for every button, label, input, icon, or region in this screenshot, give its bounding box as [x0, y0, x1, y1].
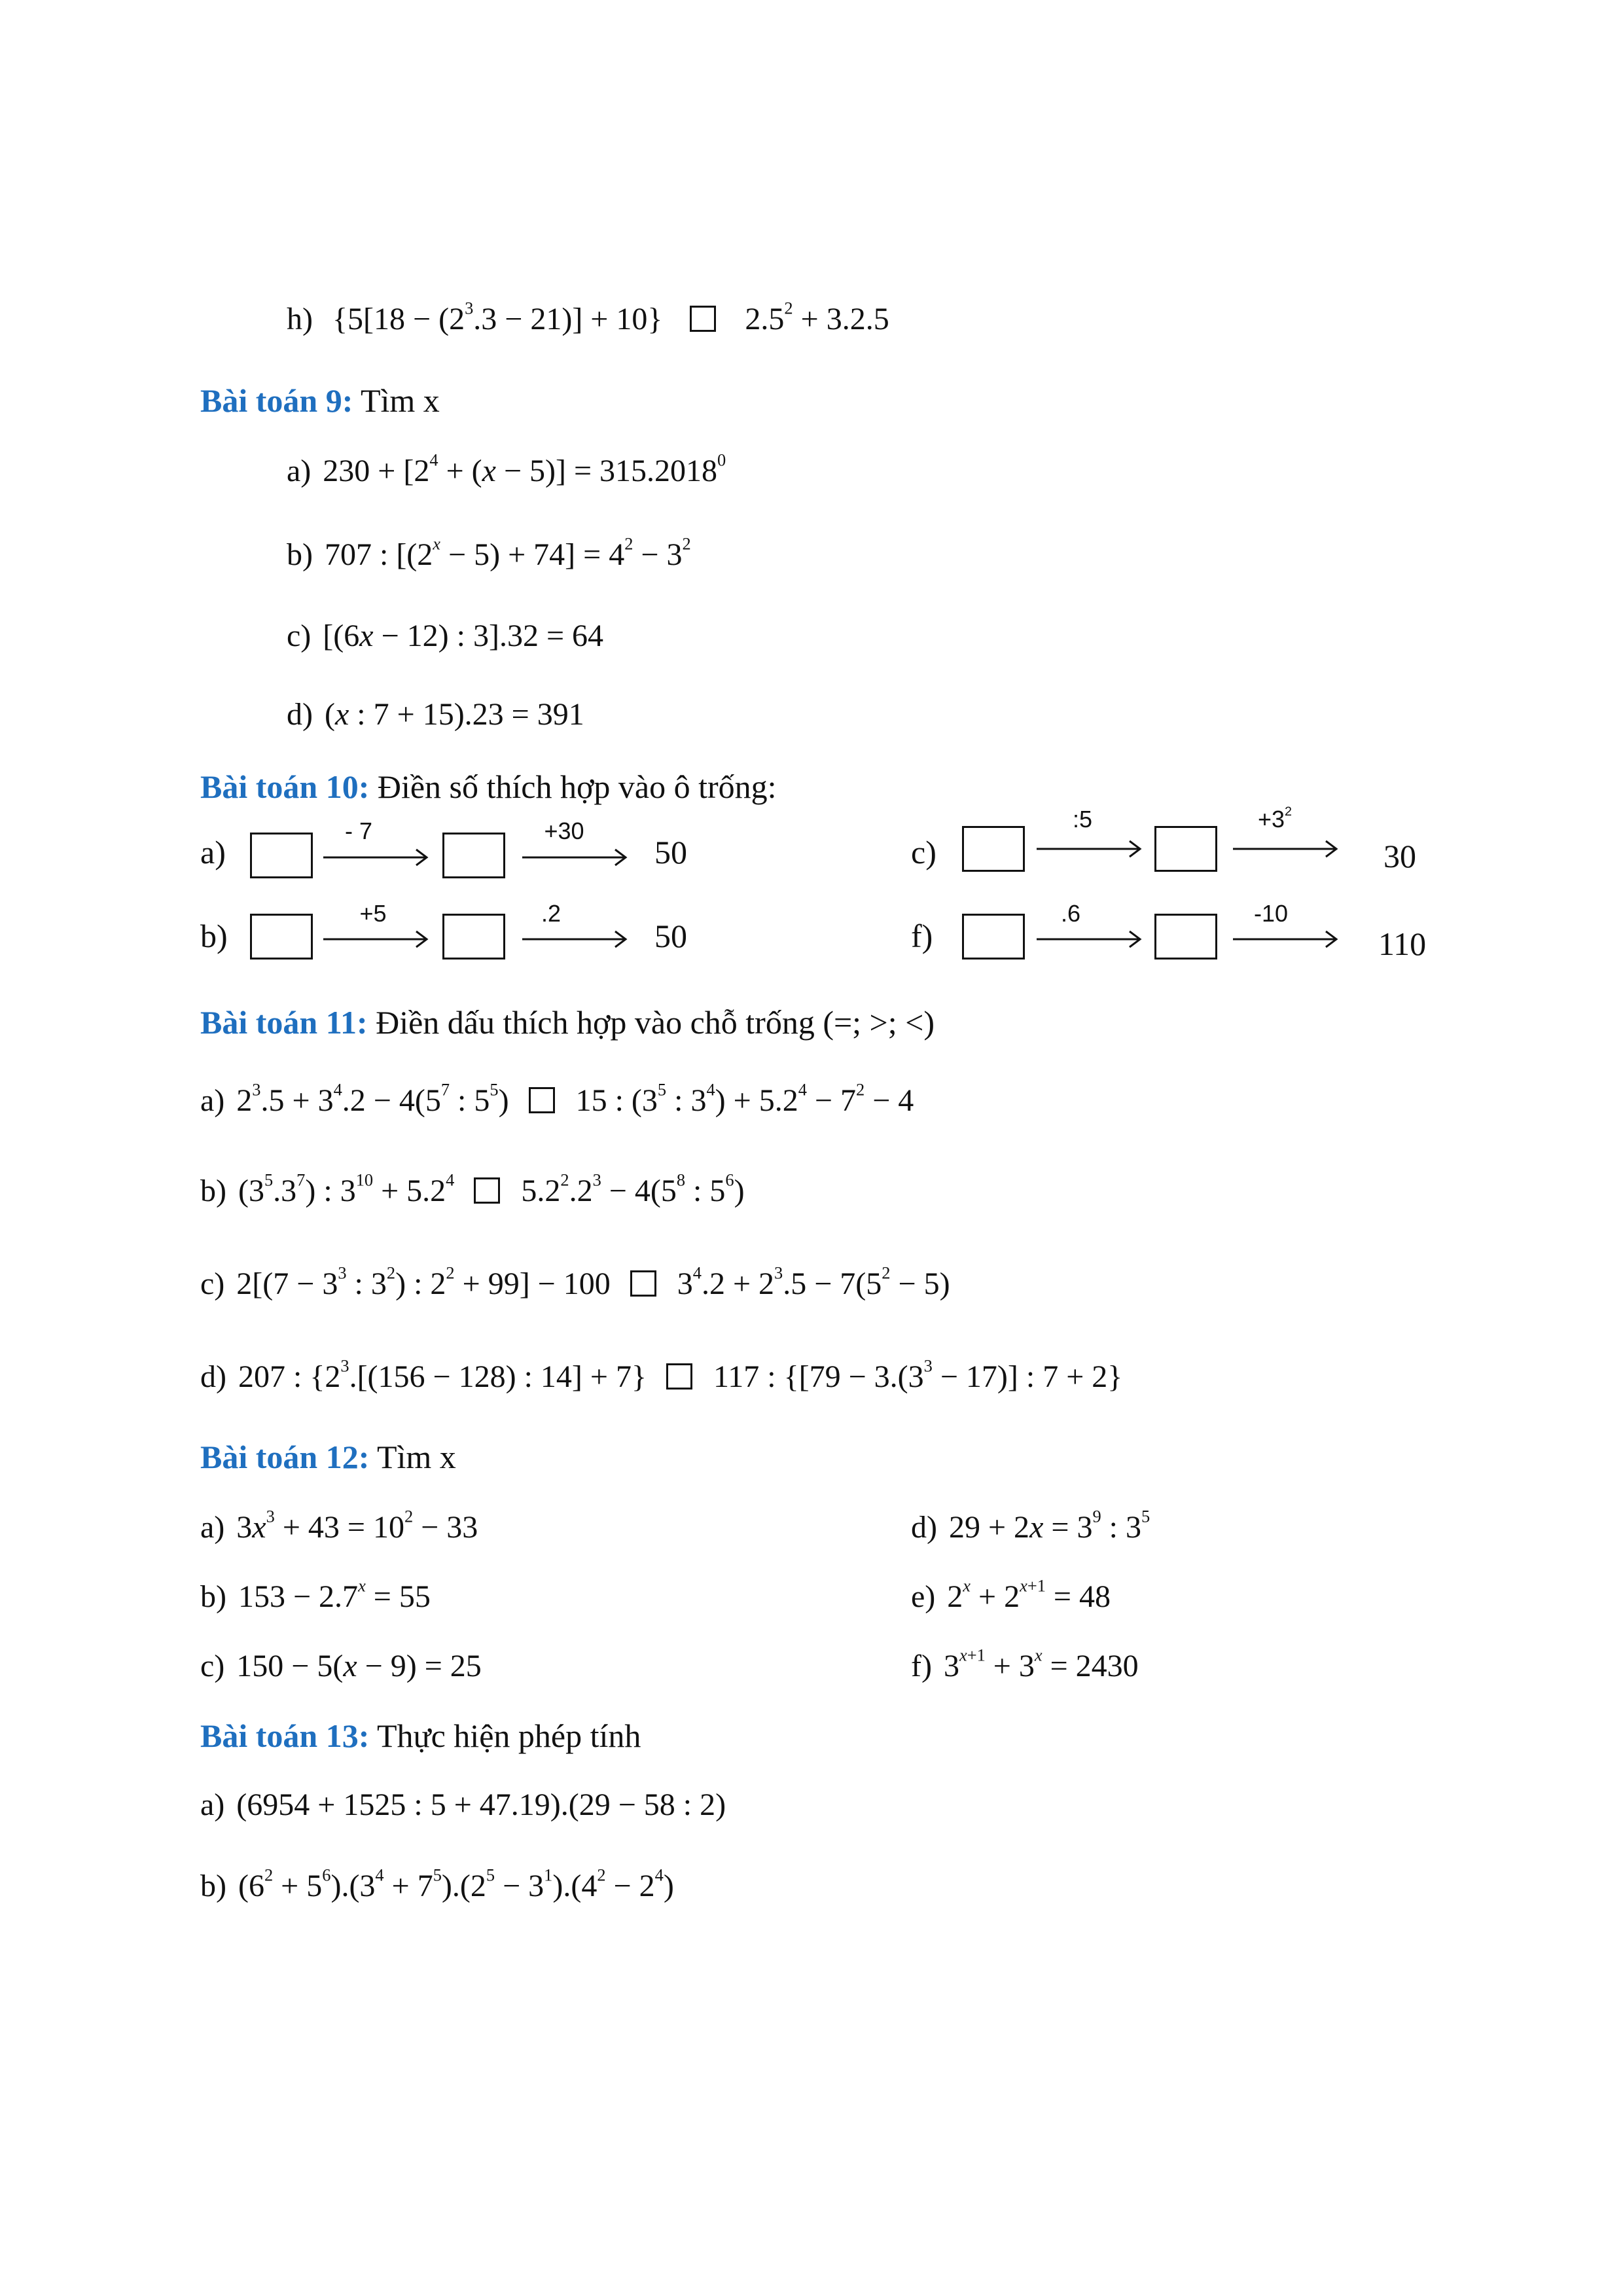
answer-box[interactable]: [250, 833, 313, 878]
chain-result: 110: [1378, 925, 1427, 962]
item-label: c): [200, 1266, 225, 1301]
item-label: d): [911, 1510, 937, 1545]
arrow-icon: [1230, 916, 1342, 962]
p11-item-a: [200, 1081, 914, 1121]
operation-label: -10: [1253, 900, 1289, 927]
problem-number: Bài toán 13:: [200, 1717, 370, 1754]
problem-instruction: Tìm x: [376, 1439, 456, 1475]
item-label: c): [200, 1649, 225, 1683]
item-label: a): [200, 834, 226, 870]
problem-instruction: Điền dấu thích hợp vào chỗ trống (=; >; <): [376, 1004, 935, 1041]
arrow-icon: [321, 834, 432, 880]
operation-label: .6: [1060, 900, 1081, 927]
arrow-icon: [1230, 826, 1342, 872]
problem-12-title: [200, 1437, 456, 1477]
item-label: c): [911, 834, 936, 870]
problem-number: Bài toán 11:: [200, 1004, 368, 1041]
operation-label: :5: [1072, 806, 1093, 833]
chain-result: 50: [654, 834, 687, 870]
item-label: b): [200, 918, 228, 954]
chain-result: 30: [1383, 838, 1416, 874]
item-label: f): [911, 918, 933, 954]
chain-result: 50: [654, 918, 687, 954]
equation: $2^x + 2^{x+1} = 48$: [947, 1575, 1111, 1614]
arrow-icon: [520, 916, 631, 962]
equation: [(6x − 12) : 3].32 = 64: [323, 619, 604, 653]
equation: 707 : $[(2^x - 5) + 74] = 4^2 - 3^2$: [324, 533, 691, 572]
p9-item-b: [287, 535, 691, 575]
item-label: b): [200, 1579, 226, 1614]
equation: 150 − 5(x − 9) = 25: [236, 1649, 482, 1683]
answer-box[interactable]: [1154, 914, 1217, 960]
problem-number: Bài toán 10:: [200, 768, 370, 805]
operation-label: $+3^2$: [1257, 804, 1293, 833]
p9-item-c: [287, 617, 603, 656]
item-label: c): [287, 619, 312, 653]
problem-11-title: [200, 1003, 935, 1042]
item-label: b): [200, 1174, 226, 1208]
answer-box[interactable]: [250, 914, 313, 960]
operation-label: +5: [359, 900, 387, 927]
item-label: a): [200, 1787, 225, 1822]
answer-box[interactable]: [442, 833, 505, 878]
answer-checkbox[interactable]: [474, 1177, 500, 1204]
p9-item-a: [287, 452, 726, 491]
expression-left: $2^3.5 + 3^4.2 - 4(5^7$ : $5^5$): [236, 1079, 509, 1118]
problem-instruction: Điền số thích hợp vào ô trống:: [377, 768, 777, 805]
item-label: d): [287, 697, 313, 732]
p11-item-d: [200, 1357, 1122, 1397]
p12-item-c: [200, 1647, 482, 1686]
item-label: a): [200, 1083, 225, 1118]
operation-label: .2: [541, 900, 562, 927]
expression-right: $3^4.2 + 2^3.5 - 7(5^2 - 5)$: [677, 1263, 950, 1301]
p12-item-e: [911, 1577, 1111, 1617]
answer-checkbox[interactable]: [690, 306, 716, 332]
expression-left: $\{5[18 - (2^3.3 - 21)] + 10\}$: [332, 298, 663, 336]
answer-box[interactable]: [442, 914, 505, 960]
problem-9-title: [200, 381, 440, 420]
item-label: b): [287, 537, 313, 572]
problem-10-title: [200, 767, 777, 806]
item-label: f): [911, 1649, 932, 1683]
operation-label: +30: [544, 817, 584, 844]
answer-box[interactable]: [962, 826, 1025, 872]
item-label: e): [911, 1579, 936, 1614]
arrow-icon: [1034, 826, 1145, 872]
equation: $153 - 2.7^x = 55$: [238, 1575, 431, 1614]
item-label: b): [200, 1869, 226, 1903]
problem-number: Bài toán 9:: [200, 382, 353, 419]
p13-item-a: [200, 1785, 726, 1825]
p12-item-a: [200, 1508, 478, 1547]
item-label: a): [200, 1510, 225, 1545]
operation-label: - 7: [344, 817, 372, 844]
equation: $230 + [2^4 + (x - 5)] = 315.2018^0$: [323, 450, 726, 488]
item-label: h): [287, 302, 313, 336]
arrow-icon: [321, 916, 432, 962]
p9-item-d: [287, 695, 584, 734]
p11-item-c: [200, 1265, 950, 1304]
problem-number: Bài toán 12:: [200, 1439, 370, 1475]
arrow-icon: [1034, 916, 1145, 962]
arrow-icon: [520, 834, 631, 880]
expression-left: $(3^5.3^7)$ : $3^{10} + 5.2^4$: [238, 1170, 455, 1208]
problem-instruction: Thực hiện phép tính: [376, 1717, 641, 1754]
p13-item-b: [200, 1867, 674, 1906]
p12-item-d: [911, 1508, 1150, 1547]
expression-right: 15 : ($3^5$ : $3^4) + 5.2^4 - 7^2 - 4$: [575, 1079, 914, 1118]
expression-right: 117 : {$[79 - 3.(3^3 - 17)]$ : 7 + 2}: [713, 1355, 1123, 1394]
p12-item-f: [911, 1647, 1139, 1686]
equation: $3x^3 + 43 = 10^2 - 33$: [236, 1506, 478, 1545]
expression-right: $2.5^2 + 3.2.5$: [745, 298, 889, 336]
problem-13-title: [200, 1716, 641, 1755]
answer-box[interactable]: [1154, 826, 1217, 872]
expression: (6954 + 1525 : 5 + 47.19).(29 − 58 : 2): [236, 1787, 726, 1822]
equation: (x : 7 + 15).23 = 391: [324, 697, 584, 732]
answer-checkbox[interactable]: [666, 1363, 692, 1390]
expression: $(6^2 + 5^6).(3^4 + 7^5).(2^5 - 3^1).(4^2 - 2^4)$: [238, 1865, 674, 1903]
p12-item-b: [200, 1577, 431, 1617]
expression-left: 207 : {$2^3.[(156 - 128)$ : 14] + 7}: [238, 1355, 647, 1394]
problem-h: [287, 300, 889, 339]
expression-right: $5.2^2.2^3 - 4(5^8$ : $5^6$): [521, 1170, 745, 1208]
equation: $3^{x+1} + 3^x = 2430$: [943, 1645, 1139, 1683]
expression-left: $2[(7 - 3^3$ : $3^2$) : $2^2 + 99] - 100$: [236, 1263, 611, 1301]
item-label: d): [200, 1359, 226, 1394]
p11-item-b: [200, 1172, 745, 1211]
answer-checkbox[interactable]: [529, 1087, 555, 1113]
answer-box[interactable]: [962, 914, 1025, 960]
problem-instruction: Tìm x: [360, 382, 440, 419]
answer-checkbox[interactable]: [630, 1270, 656, 1297]
equation: $29 + 2x = 3^9$ : $3^5$: [948, 1506, 1150, 1545]
item-label: a): [287, 454, 312, 488]
